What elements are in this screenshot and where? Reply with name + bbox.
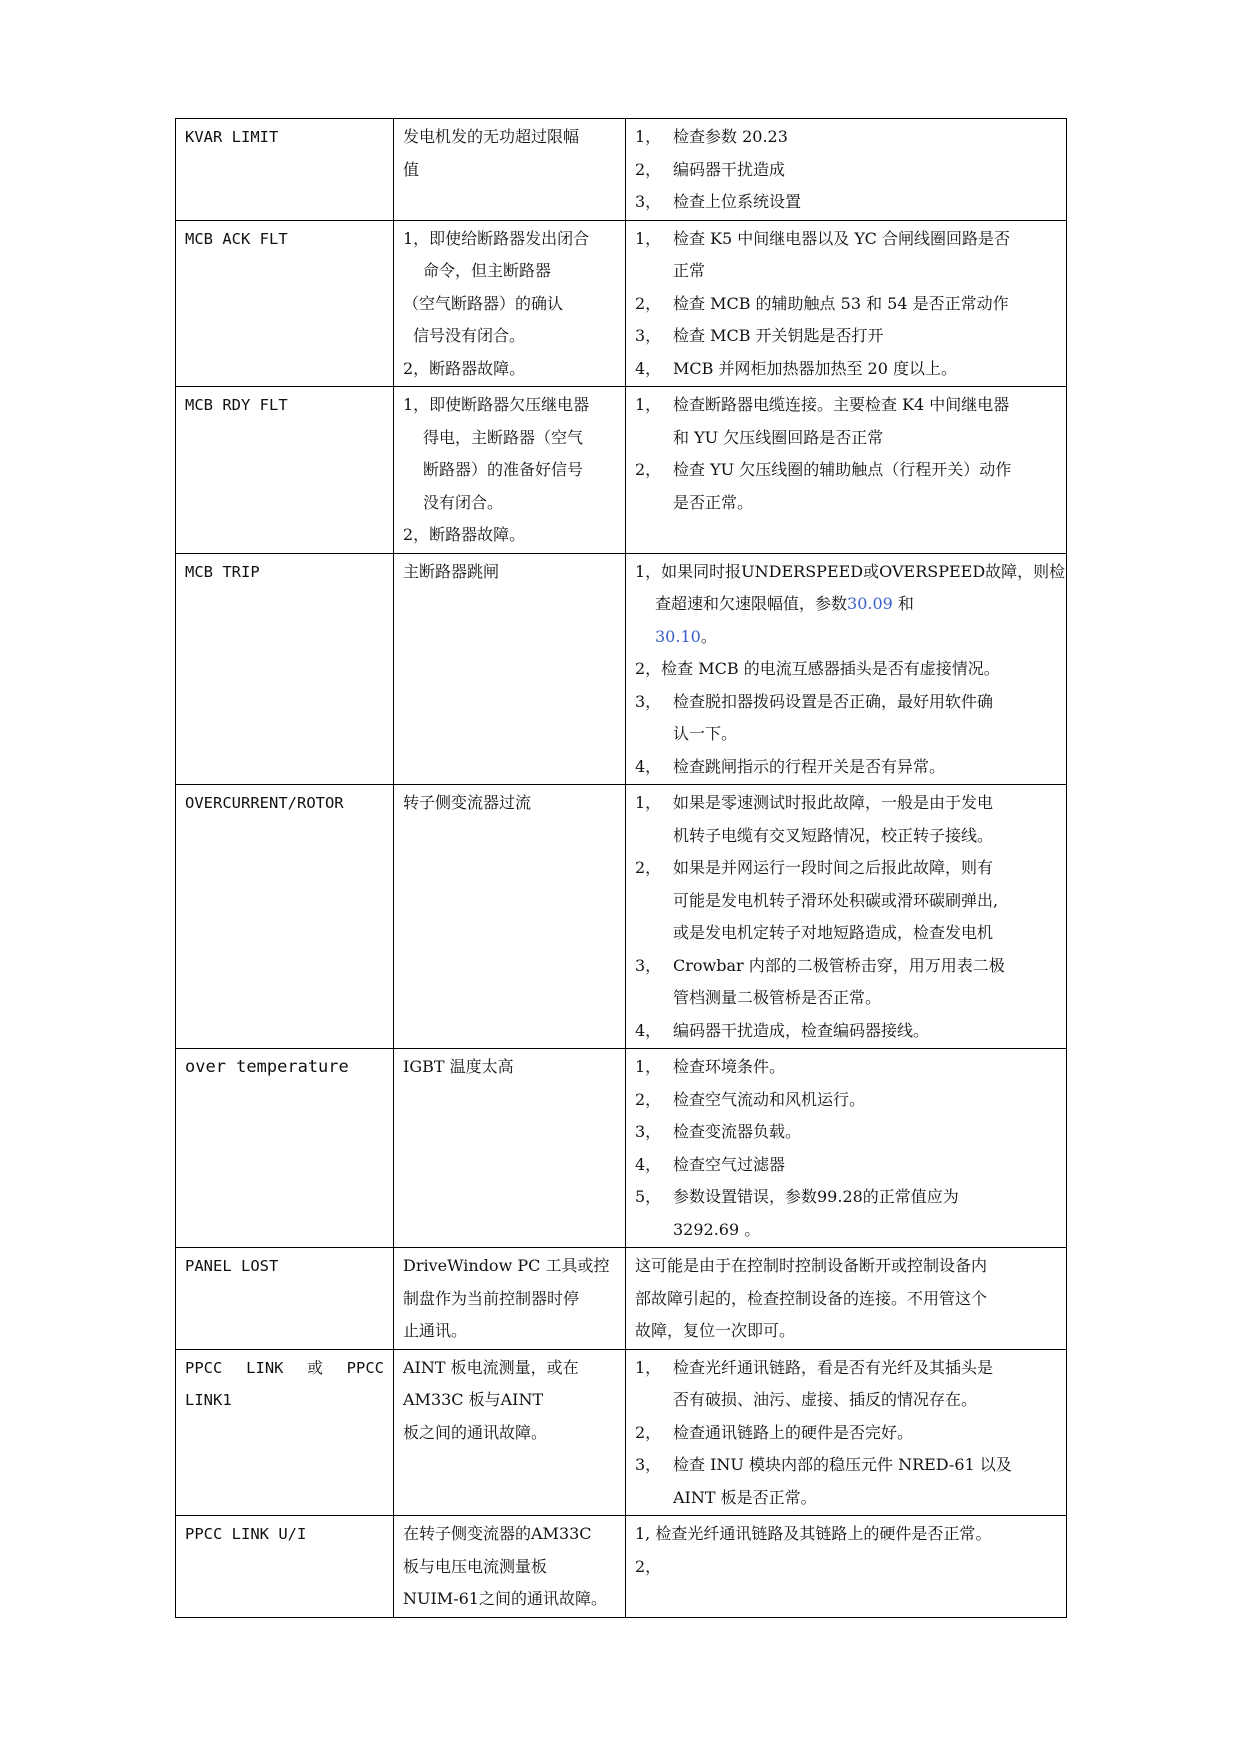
- fault-actions: 1， 检查光纤通讯链路，看是否有光纤及其插头是 否有破损、油污、虚接、插反的情况存在。 2， 检查通讯链路上的硬件是否完好。 3， 检查 INU 模块内部的稳压元件 NRED-61 以及 AINT 板是否正常。: [626, 1349, 1067, 1516]
- fault-actions: 1， 检查环境条件。 2， 检查空气流动和风机运行。 3， 检查变流器负载。 4， 检查空气过滤器 5， 参数设置错误，参数99.28的正常值应为 3292.69 。: [626, 1049, 1067, 1248]
- table-row: [176, 1049, 1067, 1248]
- table-row: [176, 387, 1067, 554]
- fault-actions: 1， 检查参数 20.23 2， 编码器干扰造成 3， 检查上位系统设置: [626, 119, 1067, 221]
- fault-code: MCB RDY FLT: [176, 387, 394, 554]
- fault-description: IGBT 温度太高: [394, 1049, 626, 1248]
- fault-description: DriveWindow PC 工具或控 制盘作为当前控制器时停 止通讯。: [394, 1248, 626, 1350]
- fault-actions: 1， 如果是零速测试时报此故障，一般是由于发电 机转子电缆有交叉短路情况，校正转子接线。 2， 如果是并网运行一段时间之后报此故障，则有 可能是发电机转子滑环处积碳或滑环碳刷弹出, 或是发电机定转子对地短路造成，检查发电机 3， Crowbar 内部的二极管桥击穿，用万用表二极 管档测量二极管桥是否正常。 4， 编码器干扰造成，检查编码器接线。: [626, 785, 1067, 1049]
- fault-actions: 1， 检查断路器电缆连接。主要检查 K4 中间继电器 和 YU 欠压线圈回路是否正常 2， 检查 YU 欠压线圈的辅助触点（行程开关）动作 是否正常。: [626, 387, 1067, 554]
- fault-description: 在转子侧变流器的AM33C 板与电压电流测量板 NUIM-61之间的通讯故障。: [394, 1516, 626, 1618]
- fault-code: over temperature: [176, 1049, 394, 1248]
- fault-code: OVERCURRENT/ROTOR: [176, 785, 394, 1049]
- fault-actions: 1， 检查 K5 中间继电器以及 YC 合闸线圈回路是否 正常 2， 检查 MCB 的辅助触点 53 和 54 是否正常动作 3， 检查 MCB 开关钥匙是否打开 4， MCB 并网柜加热器加热至 20 度以上。: [626, 220, 1067, 387]
- fault-table: [175, 118, 1067, 1618]
- fault-actions: 1, 检查光纤通讯链路及其链路上的硬件是否正常。 2，: [626, 1516, 1067, 1618]
- fault-actions: 1，如果同时报UNDERSPEED或OVERSPEED故障，则检 查超速和欠速限幅值，参数30.09 和 30.10。 2，检查 MCB 的电流互感器插头是否有虚接情况。 3， 检查脱扣器拨码设置是否正确，最好用软件确 认一下。 4， 检查跳闸指示的行程开关是否有异常。: [626, 553, 1067, 785]
- fault-code: PPCC LINK U/I: [176, 1516, 394, 1618]
- table-row: [176, 553, 1067, 785]
- fault-description: 主断路器跳闸: [394, 553, 626, 785]
- table-row: [176, 1349, 1067, 1516]
- table-row: [176, 785, 1067, 1049]
- table-row: [176, 220, 1067, 387]
- fault-description: AINT 板电流测量，或在 AM33C 板与AINT 板之间的通讯故障。: [394, 1349, 626, 1516]
- table-row: [176, 1248, 1067, 1350]
- fault-actions: 这可能是由于在控制时控制设备断开或控制设备内 部故障引起的，检查控制设备的连接。不用管这个 故障，复位一次即可。: [626, 1248, 1067, 1350]
- fault-description: 发电机发的无功超过限幅 值: [394, 119, 626, 221]
- fault-description: 1，即使给断路器发出闭合 命令，但主断路器 （空气断路器）的确认 信号没有闭合。 2，断路器故障。: [394, 220, 626, 387]
- table-row: [176, 119, 1067, 221]
- fault-code: MCB TRIP: [176, 553, 394, 785]
- fault-code: PANEL LOST: [176, 1248, 394, 1350]
- fault-code: PPCC LINK 或 PPCC LINK1: [176, 1349, 394, 1516]
- fault-description: 转子侧变流器过流: [394, 785, 626, 1049]
- table-row: [176, 1516, 1067, 1618]
- fault-code: MCB ACK FLT: [176, 220, 394, 387]
- fault-code: KVAR LIMIT: [176, 119, 394, 221]
- fault-description: 1，即使断路器欠压继电器 得电，主断路器（空气 断路器）的准备好信号 没有闭合。 2，断路器故障。: [394, 387, 626, 554]
